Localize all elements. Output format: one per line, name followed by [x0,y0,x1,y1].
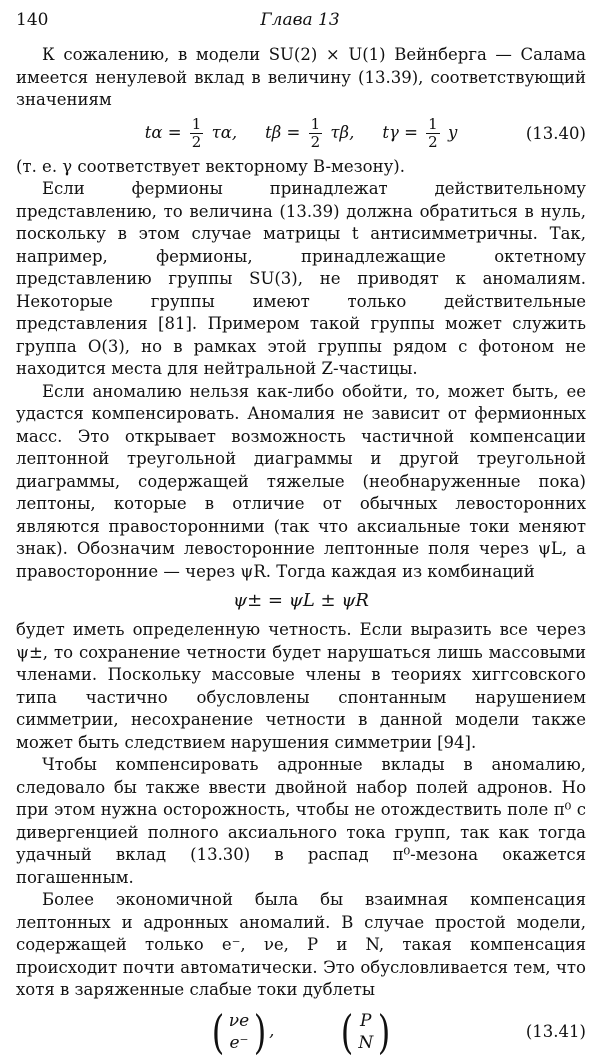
paragraph-5: Более экономичной была бы взаимная компенсация лептонных и адронных аномалий. В случае простой модели, содержащей только e⁻, νe, P и N, такая компенсация происходит почти автоматически. Это обусловливается тем, что хотя в заряженные слабые токи дублеты [16,890,586,999]
doublet-lepton-bottom: e⁻ [229,1032,249,1053]
fraction-half: $\frac{1}{2}$ [310,115,321,151]
equation-number: (13.40) [525,123,586,143]
fraction-half: $\frac{1}{2}$ [428,115,438,151]
equation-number: (13.41) [525,1021,586,1041]
doublet-hadron-bottom: N [358,1032,374,1053]
running-head [16,10,584,34]
paragraph-2: Если фермионы принадлежат действительному представлению, то величина (13.39) должна обратиться в нуль, поскольку в этом случае матрицы t антисимметричны. Так, например, фермионы, принадлежащие октетному представлению группы SU(3), не приводят к аномалиям. Некоторые группы имеют только действительные представления [81]. Примером такой группы может служить группа O(3), но в рамках этой группы рядом с фотоном не находится места для нейтральной Z-частицы. [16,179,586,378]
eq-term-beta: tβ = $\frac{1}{2}$ τβ, [265,115,355,151]
equation-psi-text: ψ± = ψL ± ψR [233,589,369,611]
eq-lhs-gamma: tγ [382,123,399,142]
doublet-lepton: ( νe e⁻ ) , [211,1004,275,1059]
paragraph-1-continued: (т. е. γ соответствует векторному B-мезону). [16,156,405,176]
paragraph-4: Чтобы компенсировать адронные вклады в аномалию, следовало бы также ввести двойной набор полей адронов. Но при этом нужна осторожность, чтобы не отождествить поле π⁰ с дивергенцией полного аксиального тока групп, так как тогда удачный вклад (13.30) в распад π⁰-мезона окажется погашенным. [16,755,586,887]
eq-term-alpha: tα = $\frac{1}{2}$ τα, [144,115,238,151]
equation-13-40 [16,112,586,156]
paragraph-1: К сожалению, в модели SU(2) × U(1) Вейнберга — Салама имеется ненулевой вклад в величину (13.39), соответствующий значениям [16,45,586,109]
eq-term-gamma: tγ = $\frac{1}{2}$ y [382,115,458,151]
fraction-half: $\frac{1}{2}$ [191,115,202,151]
doublet-lepton-top: νe [228,1010,250,1031]
doublet-hadron-top: P [360,1010,372,1031]
eq-rhs-alpha: τα [211,123,232,142]
doublet-hadron: ( P N ) [341,1004,391,1059]
doublet-separator: , [269,1021,275,1041]
equation-psi-combination [16,583,586,619]
eq-rhs-gamma: y [447,123,458,142]
paragraph-3-continued: будет иметь определенную четность. Если выразить все через ψ±, то сохранение четности будет нарушаться лишь массовыми членами. Поскольку массовые члены в теориях хиггсовского типа частично обусловлены спонтанным нарушением симметрии, несохранение четности в данной модели также может быть следствием нарушения симметрии [94]. [16,620,586,752]
eq-rhs-beta: τβ [330,123,350,142]
eq-lhs-alpha: tα [144,123,163,142]
running-title: Глава 13 [260,10,340,30]
paragraph-3: Если аномалию нельзя как-либо обойти, то, может быть, ее удастся компенсировать. Аномалия не зависит от фермионных масс. Это открывает возможность частичной компенсации лептонной треугольной диаграммы и другой треугольной диаграммы, содержащей тяжелые (необнаруженные пока) лептоны, которые в отличие от обычных левосторонних являются правосторонними (так что аксиальные токи меняют знак). Обозначим левосторонние лептонные поля через ψL, а правосторонние — через ψR. Тогда каждая из комбинаций [16,381,586,581]
page-body [16,44,586,1062]
equation-13-41 [16,1002,586,1062]
page-number: 140 [16,10,49,30]
eq-lhs-beta: tβ [265,123,282,142]
